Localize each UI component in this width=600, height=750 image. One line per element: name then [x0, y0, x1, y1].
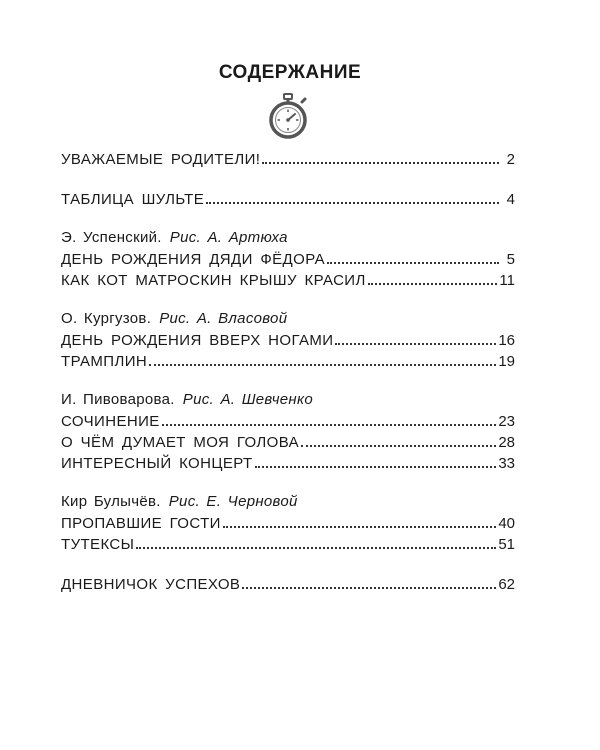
toc-entry[interactable]: [61, 188, 515, 209]
toc-entry[interactable]: [61, 573, 515, 594]
toc-entry-page: 33: [498, 455, 515, 472]
section-author: [61, 490, 515, 512]
toc-entry-title: ДЕНЬ РОЖДЕНИЯ ВВЕРХ НОГАМИ: [61, 332, 334, 349]
dot-leader: [327, 262, 499, 264]
toc-entry-title: ТАБЛИЦА ШУЛЬТЕ: [61, 191, 205, 208]
author-name: Кир Булычёв.: [61, 493, 161, 510]
toc-entry[interactable]: [61, 350, 515, 371]
toc-entry-page: 5: [506, 251, 515, 268]
toc-entry-title: УВАЖАЕМЫЕ РОДИТЕЛИ!: [61, 151, 261, 168]
dot-leader: [335, 343, 496, 345]
author-name: О. Кургузов.: [61, 310, 152, 327]
toc-entry-page: 28: [498, 434, 515, 451]
toc-entry-title: ТРАМПЛИН: [61, 353, 148, 370]
illustrator-credit: Рис. А. Шевченко: [182, 391, 314, 408]
dot-leader: [242, 587, 496, 589]
dot-leader: [255, 466, 497, 468]
toc-entry-title: ПРОПАВШИЕ ГОСТИ: [61, 515, 221, 532]
dot-leader: [262, 162, 499, 164]
toc-entry-title: ТУТЕКСЫ: [61, 536, 135, 553]
stopwatch-icon: [264, 92, 312, 140]
toc-entry[interactable]: [61, 410, 515, 431]
toc-entry-page: 4: [506, 191, 515, 208]
toc-entry-page: 19: [498, 353, 515, 370]
toc-entry[interactable]: [61, 533, 515, 554]
toc-entry-page: 62: [498, 576, 515, 593]
toc-entry[interactable]: [61, 248, 515, 269]
toc-entry[interactable]: [61, 452, 515, 473]
toc-entry-page: 11: [499, 272, 515, 289]
illustrator-credit: Рис. А. Артюха: [169, 229, 288, 246]
toc-entry-title: ИНТЕРЕСНЫЙ КОНЦЕРТ: [61, 455, 253, 472]
table-of-contents: [61, 148, 515, 594]
toc-entry[interactable]: [61, 512, 515, 533]
toc-entry[interactable]: [61, 329, 515, 350]
dot-leader: [149, 364, 496, 366]
toc-entry[interactable]: [61, 148, 515, 169]
dot-leader: [368, 283, 498, 285]
toc-entry-title: ДЕНЬ РОЖДЕНИЯ ДЯДИ ФЁДОРА: [61, 251, 325, 268]
dot-leader: [223, 526, 496, 528]
illustrator-credit: Рис. А. Власовой: [159, 310, 288, 327]
page-title: СОДЕРЖАНИЕ: [218, 62, 362, 83]
dot-leader: [136, 547, 496, 549]
author-name: Э. Успенский.: [61, 229, 162, 246]
toc-entry-page: 23: [498, 413, 515, 430]
dot-leader: [301, 445, 496, 447]
toc-entry[interactable]: [61, 269, 515, 290]
section-author: [61, 388, 515, 410]
author-name: И. Пивоварова.: [61, 391, 175, 408]
section-author: [61, 307, 515, 329]
toc-entry-title: ДНЕВНИЧОК УСПЕХОВ: [61, 576, 241, 593]
section-author: [61, 226, 515, 248]
toc-entry-title: КАК КОТ МАТРОСКИН КРЫШУ КРАСИЛ: [61, 272, 366, 289]
dot-leader: [162, 424, 497, 426]
toc-entry-page: 2: [506, 151, 515, 168]
toc-entry-page: 51: [498, 536, 515, 553]
toc-entry-title: СОЧИНЕНИЕ: [61, 413, 160, 430]
illustrator-credit: Рис. Е. Черновой: [168, 493, 298, 510]
toc-entry-page: 40: [498, 515, 515, 532]
toc-entry-page: 16: [498, 332, 515, 349]
toc-entry-title: О ЧЁМ ДУМАЕТ МОЯ ГОЛОВА: [61, 434, 300, 451]
dot-leader: [206, 202, 499, 204]
toc-entry[interactable]: [61, 431, 515, 452]
